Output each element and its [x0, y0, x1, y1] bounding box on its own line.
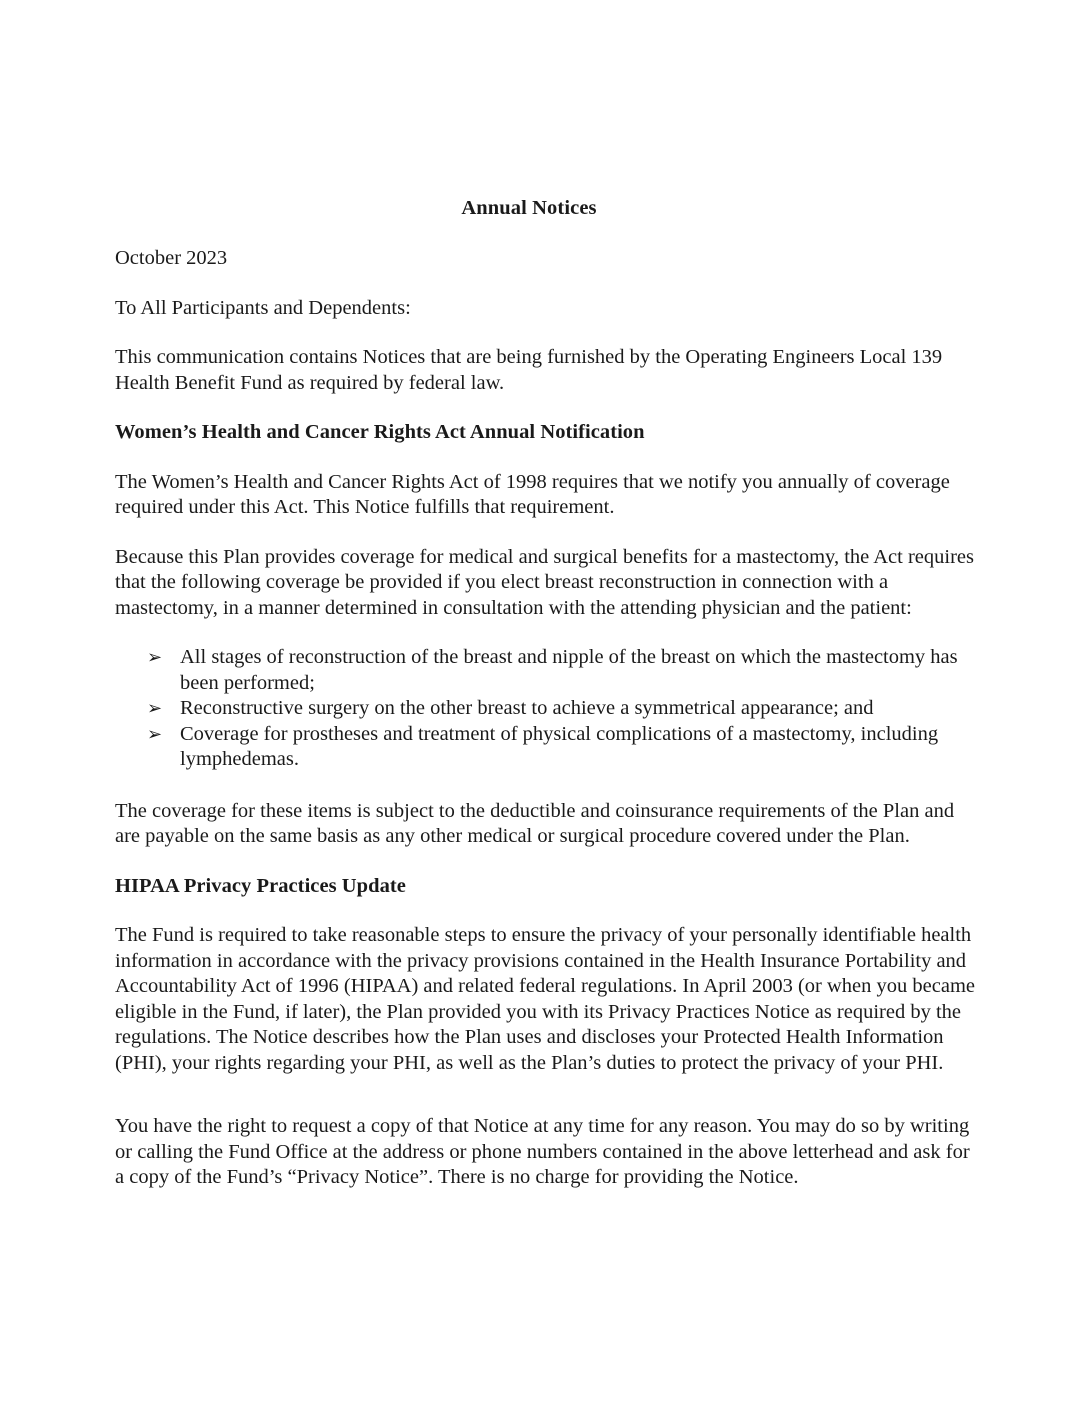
whcra-coverage-list — [115, 645, 983, 773]
whcra-paragraph-1: The Women’s Health and Cancer Rights Act of 1998 requires that we notify you annually of coverage required under this Act. This Notice fulfills that requirement. — [115, 470, 950, 518]
page-title: Annual Notices — [461, 197, 597, 219]
salutation-line: To All Participants and Dependents: — [115, 296, 411, 319]
list-item — [115, 696, 983, 722]
list-item-label: Reconstructive surgery on the other breast to achieve a symmetrical appearance; and — [180, 697, 874, 719]
list-item — [115, 722, 983, 773]
list-item-label: Coverage for prostheses and treatment of physical complications of a mastectomy, including lymphedemas. — [180, 722, 939, 770]
intro-paragraph: This communication contains Notices that are being furnished by the Operating Engineers Local 139 Health Benefit Fund as required by federal law. — [115, 346, 943, 394]
list-item-label: All stages of reconstruction of the breast and nipple of the breast on which the mastectomy has been performed; — [180, 646, 958, 694]
list-item — [115, 645, 983, 696]
date-line: October 2023 — [115, 247, 228, 269]
whcra-paragraph-2: Because this Plan provides coverage for medical and surgical benefits for a mastectomy, the Act requires that the following coverage be provided if you elect breast reconstruction in connection with a mastectomy, in a manner determined in consultation with the attending physician and the patient: — [115, 545, 974, 619]
hipaa-paragraph-2: You have the right to request a copy of that Notice at any time for any reason. You may do so by writing or calling the Fund Office at the address or phone numbers contained in the above letterhead and ask for a copy of the Fund’s “Privacy Notice”. There is no charge for providing the Notice. — [115, 1115, 970, 1188]
arrow-bullet-icon: ➢ — [147, 698, 163, 719]
document-body — [115, 196, 983, 1215]
arrow-bullet-icon: ➢ — [147, 723, 163, 745]
whcra-closing-paragraph: The coverage for these items is subject to the deductible and coinsurance requirements of the Plan and are payable on the same basis as any other medical or surgical procedure covered under the Plan. — [115, 799, 955, 847]
arrow-bullet-icon: ➢ — [147, 647, 163, 668]
section-heading-hipaa: HIPAA Privacy Practices Update — [115, 874, 406, 897]
section-heading-whcra: Women’s Health and Cancer Rights Act Annual Notification — [115, 421, 645, 443]
hipaa-paragraph-1: The Fund is required to take reasonable steps to ensure the privacy of your personally identifiable health information in accordance with the privacy provisions contained in the Health Insurance Portability and Accountability Act of 1996 (HIPAA) and related federal regulations. In April 2003 (or when you became eligible in the Fund, if later), the Plan provided you with its Privacy Practices Notice as required by the regulations. The Notice describes how the Plan uses and discloses your Protected Health Information (PHI), your rights regarding your PHI, as well as the Plan’s duties to protect the privacy of your PHI. — [115, 924, 975, 1074]
